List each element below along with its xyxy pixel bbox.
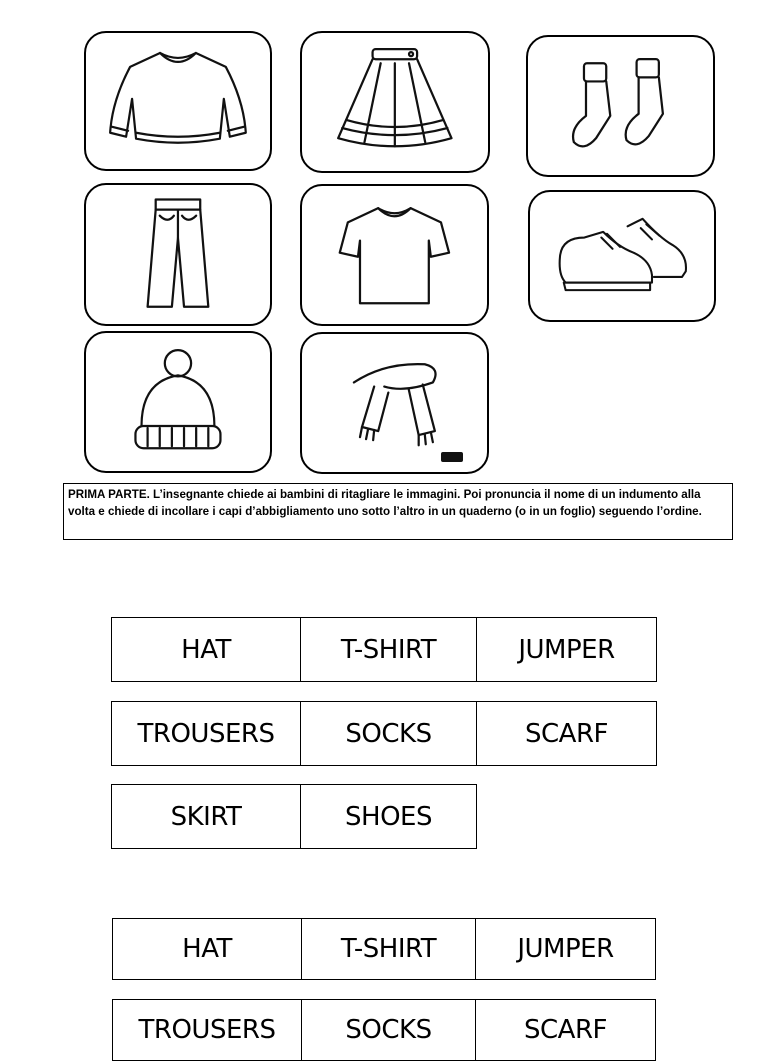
- license-badge-icon: [441, 452, 463, 462]
- hat-icon: [97, 341, 259, 462]
- t-shirt-icon: [313, 194, 476, 315]
- card-skirt: [300, 31, 490, 173]
- word-cell: SOCKS: [300, 701, 477, 766]
- card-hat: [84, 331, 272, 473]
- word-cell: TROUSERS: [111, 701, 301, 766]
- card-jumper: [84, 31, 272, 171]
- word-cell: HAT: [112, 918, 302, 980]
- card-trousers: [84, 183, 272, 326]
- shoes-icon: [541, 200, 703, 313]
- card-scarf: [300, 332, 489, 474]
- word-cell: T-SHIRT: [300, 617, 477, 682]
- word-cell: JUMPER: [476, 617, 657, 682]
- word-cell: SHOES: [300, 784, 477, 849]
- jumper-icon: [97, 41, 259, 161]
- scarf-icon: [313, 342, 476, 463]
- word-cell: HAT: [111, 617, 301, 682]
- trousers-icon: [97, 193, 259, 315]
- instructions-text: L’insegnante chiede ai bambini di ritagliare le immagini. Poi pronuncia il nome di un indumento alla volta e chiede di incollare i capi d’abbigliamento uno sotto l’altro in un quaderno (o in un foglio) seguendo l’ordine.: [68, 488, 702, 518]
- card-shoes: [528, 190, 716, 322]
- word-cell: T-SHIRT: [301, 918, 476, 980]
- instructions-box: [63, 483, 733, 540]
- word-cell: TROUSERS: [112, 999, 302, 1061]
- word-cell: JUMPER: [475, 918, 656, 980]
- instructions-lead: PRIMA PARTE.: [68, 488, 150, 501]
- word-cell: SOCKS: [301, 999, 476, 1061]
- word-cell: SKIRT: [111, 784, 301, 849]
- socks-icon: [539, 45, 702, 166]
- word-cell: SCARF: [475, 999, 656, 1061]
- card-t-shirt: [300, 184, 489, 326]
- word-cell: SCARF: [476, 701, 657, 766]
- skirt-icon: [313, 41, 477, 162]
- card-socks: [526, 35, 715, 177]
